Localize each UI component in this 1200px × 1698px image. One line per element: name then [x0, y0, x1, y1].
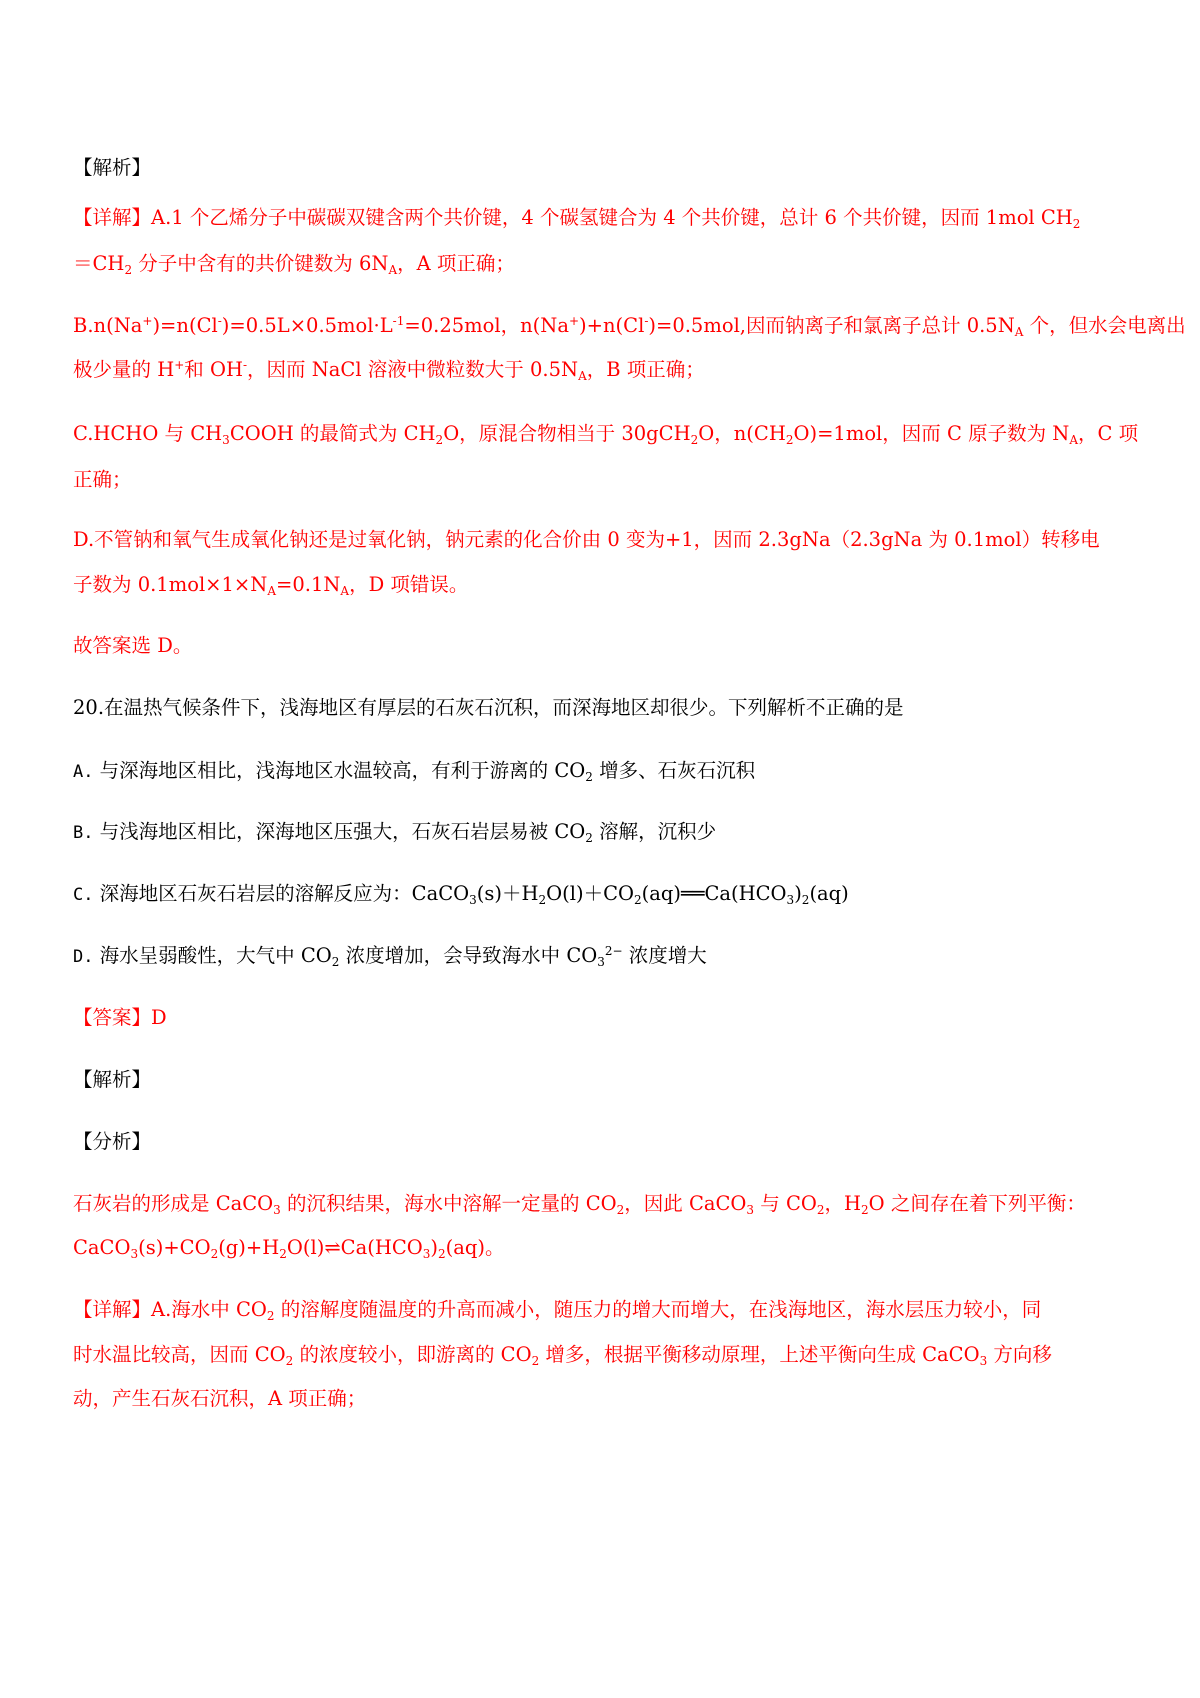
detail-c-line-2: [73, 466, 132, 494]
superscript: +: [142, 314, 153, 328]
text: Ca(HCO: [704, 882, 787, 905]
detail-b-line-2: [73, 356, 705, 384]
subscript: 2: [285, 1354, 294, 1368]
text: (s)+CO: [138, 1236, 211, 1259]
subscript: 2: [585, 770, 593, 784]
text: ，D 项错误。: [349, 573, 469, 596]
text: (s)＋H: [476, 882, 539, 905]
text: (aq): [641, 882, 681, 905]
text: B.n(Na: [73, 314, 143, 337]
text: O(l)⇌Ca(HCO: [286, 1236, 423, 1259]
text: 子数为 0.1mol×1×N: [73, 573, 268, 596]
subscript: 2: [437, 1247, 446, 1261]
text: ): [430, 1236, 438, 1259]
text: (g)+H: [218, 1236, 280, 1259]
text: 浓度增加，会导致海水中 CO: [339, 944, 598, 967]
subscript: A: [267, 584, 276, 598]
superscript: +: [174, 358, 185, 372]
text: 【答案】D: [73, 1006, 167, 1029]
text: )+n(Cl: [579, 314, 645, 337]
text: 深海地区石灰石岩层的溶解反应为：CaCO: [93, 882, 470, 905]
text: ＝CH: [73, 252, 125, 275]
subscript: 2: [1072, 217, 1081, 231]
answer-line: [73, 1004, 167, 1032]
subscript: A: [340, 584, 350, 598]
text: 【详解】A.海水中 CO: [73, 1298, 267, 1321]
question-20-stem: [73, 694, 904, 722]
detail-d-line-2: [73, 571, 468, 599]
jiexi-heading-2: [73, 1066, 151, 1094]
text: 个，但水会电离出: [1023, 314, 1186, 337]
text: 与 CO: [754, 1192, 817, 1215]
text: ，B 项正确；: [586, 358, 705, 381]
text: 的浓度较小，即游离的 CO: [293, 1343, 532, 1366]
option-d-label: D.: [73, 947, 94, 967]
text: ，A 项正确；: [397, 252, 515, 275]
text: 的沉积结果，海水中溶解一定量的 CO: [280, 1192, 617, 1215]
text: (aq)。: [445, 1236, 505, 1259]
analysis-line-2: [73, 1234, 504, 1262]
text: ，因而 NaCl 溶液中微粒数大于 0.5N: [247, 358, 579, 381]
text: (aq): [809, 882, 849, 905]
subscript: 3: [979, 1354, 988, 1368]
subscript: 3: [222, 433, 230, 447]
detail-a-text: 【详解】A.1 个乙烯分子中碳碳双键含两个共价键，4 个碳氢键合为 4 个共价键，总计 6 个共价键，因而 1mol CH: [73, 206, 1073, 229]
superscript: -1: [392, 314, 405, 328]
text: )=0.5L×0.5mol·L: [221, 314, 393, 337]
detail-d-line-1: [73, 526, 1100, 554]
subscript: A: [1014, 325, 1024, 339]
text: 【解析】: [73, 1068, 152, 1091]
subscript: 2: [266, 1309, 275, 1323]
superscript: -: [217, 314, 222, 328]
heading-text: 【解析】: [73, 156, 152, 179]
subscript: 2: [538, 893, 547, 907]
option-c: [73, 880, 849, 909]
reaction-equals-sign: ══: [680, 882, 705, 905]
text: )=n(Cl: [152, 314, 218, 337]
text: 分子中含有的共价键数为 6N: [132, 252, 389, 275]
text: 海水呈弱酸性，大气中 CO: [93, 944, 332, 967]
subscript: 2: [210, 1247, 219, 1261]
detail2-line-1: [73, 1296, 1041, 1324]
text: 正确；: [73, 468, 132, 491]
fenxi-heading: [73, 1128, 151, 1156]
analysis-line-1: [73, 1190, 1086, 1218]
subscript: 3: [469, 893, 477, 907]
subscript: 2: [690, 433, 699, 447]
text: 和 OH: [184, 358, 243, 381]
option-b-label: B.: [73, 823, 94, 843]
text: ): [794, 882, 802, 905]
text: 增多，根据平衡移动原理，上述平衡向生成 CaCO: [539, 1343, 980, 1366]
text: COOH 的最简式为 CH: [229, 422, 436, 445]
subscript: A: [1069, 433, 1079, 447]
subscript: 3: [422, 1247, 431, 1261]
subscript: 2: [801, 893, 810, 907]
text: 与深海地区相比，浅海地区水温较高，有利于游离的 CO: [93, 759, 586, 782]
text: O(l)＋CO: [546, 882, 635, 905]
text: 增多、石灰石沉积: [592, 759, 756, 782]
subscript: 3: [130, 1247, 139, 1261]
subscript: A: [578, 369, 587, 383]
text: 溶解，沉积少: [592, 820, 717, 843]
option-a: [73, 757, 755, 786]
detail2-line-2: [73, 1341, 1052, 1369]
text: ，H: [824, 1192, 862, 1215]
subscript: 2: [435, 433, 444, 447]
superscript: 2−: [604, 944, 623, 958]
superscript: -: [644, 314, 649, 328]
text: O，n(CH: [698, 422, 786, 445]
subscript: 2: [124, 263, 133, 277]
subscript: 2: [331, 955, 340, 969]
text: =0.25mol，n(Na: [404, 314, 569, 337]
detail-b-line-1: [73, 312, 1186, 340]
text: 故答案选 D。: [73, 634, 193, 657]
text: 极少量的 H: [73, 358, 175, 381]
subscript: 3: [746, 1203, 755, 1217]
option-d: [73, 942, 707, 971]
detail-a-line-2: [73, 250, 515, 278]
text: 浓度增大: [622, 944, 707, 967]
text: 动，产生石灰石沉积，A 项正确；: [73, 1387, 367, 1410]
subscript: 2: [785, 433, 794, 447]
subscript: 2: [585, 831, 593, 845]
detail2-line-3: [73, 1385, 366, 1413]
text: ，C 项: [1078, 422, 1139, 445]
jiexi-heading-1: [73, 154, 151, 182]
text: CaCO: [73, 1236, 131, 1259]
text: 时水温比较高，因而 CO: [73, 1343, 286, 1366]
option-a-label: A.: [73, 762, 94, 782]
subscript: 3: [597, 955, 605, 969]
text: 与浅海地区相比，深海地区压强大，石灰石岩层易被 CO: [93, 820, 586, 843]
text: O，原混合物相当于 30gCH: [443, 422, 691, 445]
text: 20.在温热气候条件下，浅海地区有厚层的石灰石沉积，而深海地区却很少。下列解析不正确的是: [73, 696, 904, 719]
option-c-label: C.: [73, 885, 94, 905]
detail-c-line-1: [73, 420, 1138, 448]
text: O 之间存在着下列平衡：: [868, 1192, 1086, 1215]
text: ，因此 CaCO: [624, 1192, 747, 1215]
subscript: 2: [634, 893, 642, 907]
subscript: 2: [816, 1203, 825, 1217]
text: D.不管钠和氧气生成氧化钠还是过氧化钠，钠元素的化合价由 0 变为+1，因而 2.3gNa（2.3gNa 为 0.1mol）转移电: [73, 528, 1100, 551]
superscript: +: [568, 314, 580, 328]
text: C.HCHO 与 CH: [73, 422, 223, 445]
text: 石灰岩的形成是 CaCO: [73, 1192, 274, 1215]
text: )=0.5mol,因而钠离子和氯离子总计 0.5N: [648, 314, 1015, 337]
subscript: 2: [861, 1203, 869, 1217]
answer-choice-line: [73, 632, 192, 660]
subscript: 2: [531, 1354, 540, 1368]
text: O)=1mol，因而 C 原子数为 N: [793, 422, 1070, 445]
subscript: 3: [786, 893, 795, 907]
text: 【分析】: [73, 1130, 152, 1153]
subscript: A: [388, 263, 398, 277]
subscript: 2: [616, 1203, 625, 1217]
text: 的溶解度随温度的升高而减小，随压力的增大而增大，在浅海地区，海水层压力较小，同: [274, 1298, 1042, 1321]
text: 方向移: [987, 1343, 1052, 1366]
detail-a-line-1: [73, 204, 1080, 232]
option-b: [73, 818, 716, 847]
superscript: -: [242, 358, 248, 372]
subscript: 3: [273, 1203, 281, 1217]
text: =0.1N: [276, 573, 341, 596]
subscript: 2: [279, 1247, 287, 1261]
